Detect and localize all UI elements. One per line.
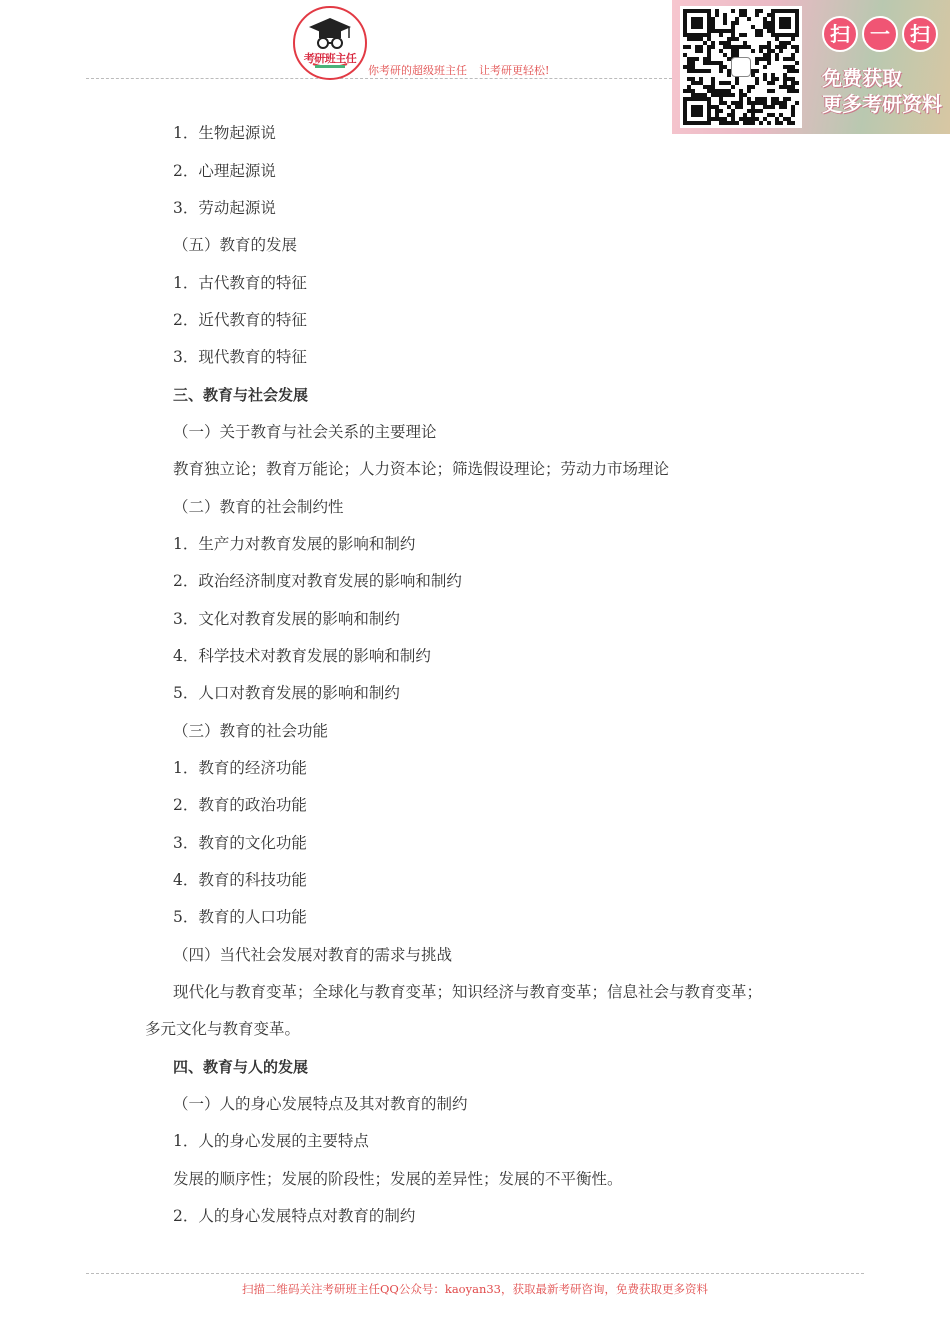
logo-text: 考研班主任	[303, 52, 357, 65]
text-line: 4．教育的科技功能	[173, 871, 307, 889]
section-heading: 三、教育与社会发展	[173, 386, 309, 404]
text-line: 3．劳动起源说	[173, 199, 276, 217]
text-line: 1．生物起源说	[173, 124, 276, 142]
slogan-part-2: 让考研更轻松!	[479, 64, 550, 77]
header-divider	[86, 78, 672, 79]
text-line: 1．古代教育的特征	[173, 274, 307, 292]
text-line: 2．心理起源说	[173, 162, 276, 180]
text-line: （一）人的身心发展特点及其对教育的制约	[173, 1095, 468, 1113]
text-line: 3．文化对教育发展的影响和制约	[173, 610, 400, 628]
qr-code-icon[interactable]	[680, 6, 802, 128]
header-slogan	[368, 62, 561, 78]
promo-line-2: 更多考研资料	[822, 92, 942, 116]
promo-char: 扫	[902, 16, 938, 52]
text-line: 2．近代教育的特征	[173, 311, 307, 329]
text-line: （二）教育的社会制约性	[173, 498, 344, 516]
text-line: 教育独立论；教育万能论；人力资本论；筛选假设理论；劳动力市场理论	[173, 460, 670, 478]
text-line: 发展的顺序性；发展的阶段性；发展的差异性；发展的不平衡性。	[173, 1170, 623, 1188]
graduation-cap-icon	[295, 8, 365, 78]
text-line: 1．人的身心发展的主要特点	[173, 1132, 369, 1150]
text-line: 1．教育的经济功能	[173, 759, 307, 777]
text-line: 2．人的身心发展特点对教育的制约	[173, 1207, 416, 1225]
text-line: 4．科学技术对教育发展的影响和制约	[173, 647, 431, 665]
text-line: （一）关于教育与社会关系的主要理论	[173, 423, 437, 441]
text-line: 3．现代教育的特征	[173, 348, 307, 366]
promo-banner[interactable]	[672, 0, 950, 134]
text-line: （四）当代社会发展对教育的需求与挑战	[173, 946, 453, 964]
text-line: 多元文化与教育变革。	[145, 1020, 301, 1038]
text-line: 5．人口对教育发展的影响和制约	[173, 684, 400, 702]
text-line: 1．生产力对教育发展的影响和制约	[173, 535, 416, 553]
promo-scan-title	[822, 14, 938, 54]
promo-line-1: 免费获取	[822, 66, 902, 90]
text-line: 5．教育的人口功能	[173, 908, 307, 926]
footer-divider	[86, 1273, 864, 1274]
slogan-part-1: 你考研的超级班主任	[368, 64, 467, 77]
text-line: 2．政治经济制度对教育发展的影响和制约	[173, 572, 462, 590]
text-line: （三）教育的社会功能	[173, 722, 329, 740]
promo-char: 一	[862, 16, 898, 52]
text-line: 3．教育的文化功能	[173, 834, 307, 852]
text-line: 2．教育的政治功能	[173, 796, 307, 814]
text-line: （五）教育的发展	[173, 236, 298, 254]
section-heading: 四、教育与人的发展	[173, 1058, 309, 1076]
qr-center-logo	[731, 57, 751, 77]
promo-char: 扫	[822, 16, 858, 52]
brand-logo[interactable]	[293, 6, 367, 80]
text-line: 现代化与教育变革；全球化与教育变革；知识经济与教育变革；信息社会与教育变革；	[173, 983, 763, 1001]
footer-note: 扫描二维码关注考研班主任QQ公众号：kaoyan33，获取最新考研咨询，免费获取更多资料	[242, 1282, 708, 1296]
